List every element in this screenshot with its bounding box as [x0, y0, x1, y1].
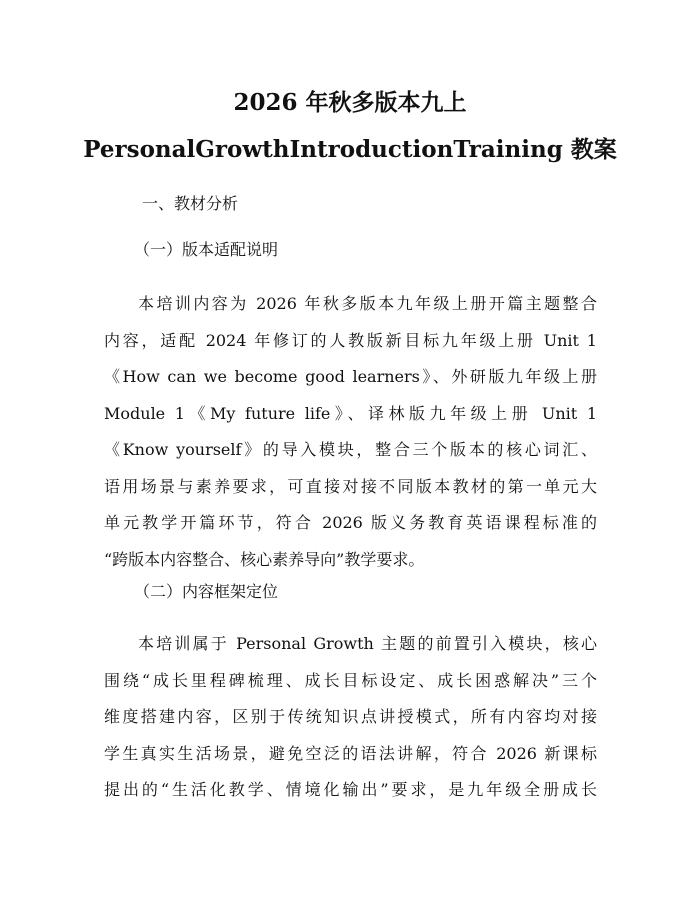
subsection-heading-content-framework: （二）内容框架定位	[134, 582, 279, 601]
paragraph-line: 《How can we become good learners》、外研版九年级上册	[104, 367, 597, 386]
paragraph-line: 围绕“成长里程碑梳理、成长目标设定、成长困惑解决”三个	[104, 670, 597, 690]
paragraph-version-adaptation	[104, 286, 597, 578]
paragraph-line: “跨版本内容整合、核心素养导向”教学要求。	[104, 549, 425, 569]
paragraph-line: 内容，适配 2024 年修订的人教版新目标九年级上册 Unit 1	[104, 330, 597, 350]
document-title-line-2: PersonalGrowthIntroductionTraining 教案	[83, 136, 617, 163]
paragraph-line: 维度搭建内容，区别于传统知识点讲授模式，所有内容均对接	[104, 707, 597, 726]
subsection-heading-version-adaptation: （一）版本适配说明	[134, 240, 279, 259]
paragraph-line: 单元教学开篇环节，符合 2026 版义务教育英语课程标准的	[104, 513, 597, 532]
paragraph-line: 提出的“生活化教学、情境化输出”要求，是九年级全册成长	[104, 780, 597, 799]
paragraph-line: 本培训内容为 2026 年秋多版本九年级上册开篇主题整合	[138, 294, 597, 313]
paragraph-line: 语用场景与素养要求，可直接对接不同版本教材的第一单元大	[104, 476, 597, 496]
paragraph-line: Module 1《My future life》、译林版九年级上册 Unit 1	[104, 403, 597, 423]
paragraph-line: 本培训属于 Personal Growth 主题的前置引入模块，核心	[138, 634, 597, 653]
section-heading-textbook-analysis: 一、教材分析	[142, 194, 239, 213]
paragraph-content-framework	[104, 626, 597, 809]
document-title-line-1: 2026 年秋多版本九上	[233, 89, 467, 116]
paragraph-line: 学生真实生活场景，避免空泛的语法讲解，符合 2026 新课标	[104, 743, 597, 763]
paragraph-line: 《Know yourself》的导入模块，整合三个版本的核心词汇、	[104, 440, 597, 459]
